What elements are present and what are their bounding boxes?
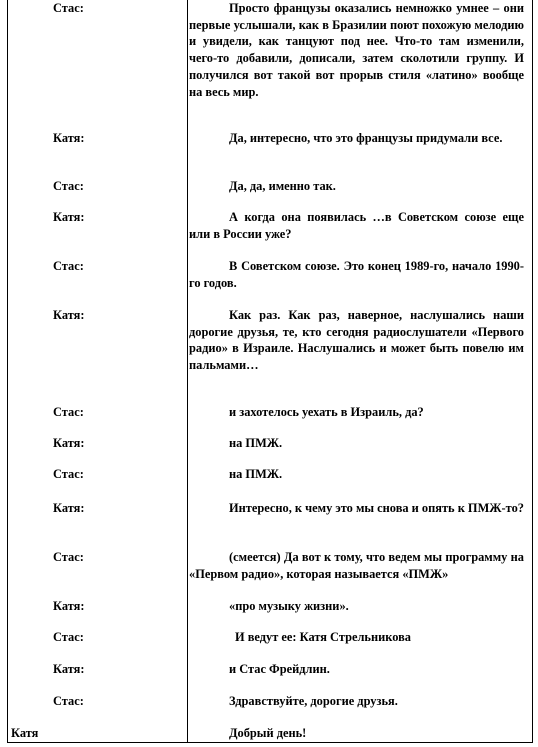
speech-text: И ведут ее: Катя Стрельникова	[235, 630, 411, 644]
table-column-divider	[187, 0, 188, 742]
speaker-name: Катя	[11, 726, 39, 740]
speaker-name: Катя:	[53, 436, 85, 450]
speech-text: на ПМЖ.	[229, 467, 283, 481]
speaker-name: Стас:	[53, 1, 84, 15]
speaker-name: Катя:	[53, 308, 85, 322]
speaker-name: Стас:	[53, 179, 84, 193]
table-left-border	[7, 0, 8, 742]
speech-text: Добрый день!	[229, 726, 307, 740]
speech-text: В Советском союзе. Это конец 1989-го, начало 1990-го годов.	[189, 259, 524, 290]
speech-text: и захотелось уехать в Израиль, да?	[229, 405, 424, 419]
speech-text: Здравствуйте, дорогие друзья.	[229, 694, 398, 708]
speech-text: А когда она появилась …в Советском союзе еще или в России уже?	[189, 210, 524, 241]
speaker-name: Стас:	[53, 405, 84, 419]
table-right-border	[532, 0, 533, 742]
speaker-name: Стас:	[53, 630, 84, 644]
speaker-name: Катя:	[53, 210, 85, 224]
table-bottom-border	[7, 742, 533, 743]
speaker-name: Катя:	[53, 501, 85, 515]
speech-text: Да, да, именно так.	[229, 179, 336, 193]
speech-text: «про музыку жизни».	[229, 599, 349, 613]
speech-text: и Стас Фрейдлин.	[229, 662, 330, 676]
speech-text: Да, интересно, что это французы придумали все.	[229, 131, 503, 145]
speaker-name: Катя:	[53, 662, 85, 676]
speech-text: Интересно, к чему это мы снова и опять к ПМЖ-то?	[229, 501, 524, 515]
speaker-name: Катя:	[53, 599, 85, 613]
speaker-name: Стас:	[53, 259, 84, 273]
speaker-name: Катя:	[53, 131, 85, 145]
speaker-name: Стас:	[53, 550, 84, 564]
speech-text: на ПМЖ.	[229, 436, 283, 450]
speaker-name: Стас:	[53, 694, 84, 708]
speech-text: (смеется) Да вот к тому, что ведем мы программу на «Первом радио», которая называется «ПМЖ»	[189, 550, 524, 581]
speech-text: Просто французы оказались немножко умнее – они первые услышали, как в Бразилии поют похожую мелодию и увидели, как танцуют под нее. Что-то там изменили, чего-то добавили, дописали, затем сколотили группу. И получился вот такой вот прорыв стиля «латино» вообще на весь мир.	[189, 1, 524, 99]
speaker-name: Стас:	[53, 467, 84, 481]
speech-text: Как раз. Как раз, наверное, наслушались наши дорогие друзья, те, кто сегодня радиослушатели «Первого радио» в Израиле. Наслушались и может быть повелю им пальмами…	[189, 308, 524, 373]
